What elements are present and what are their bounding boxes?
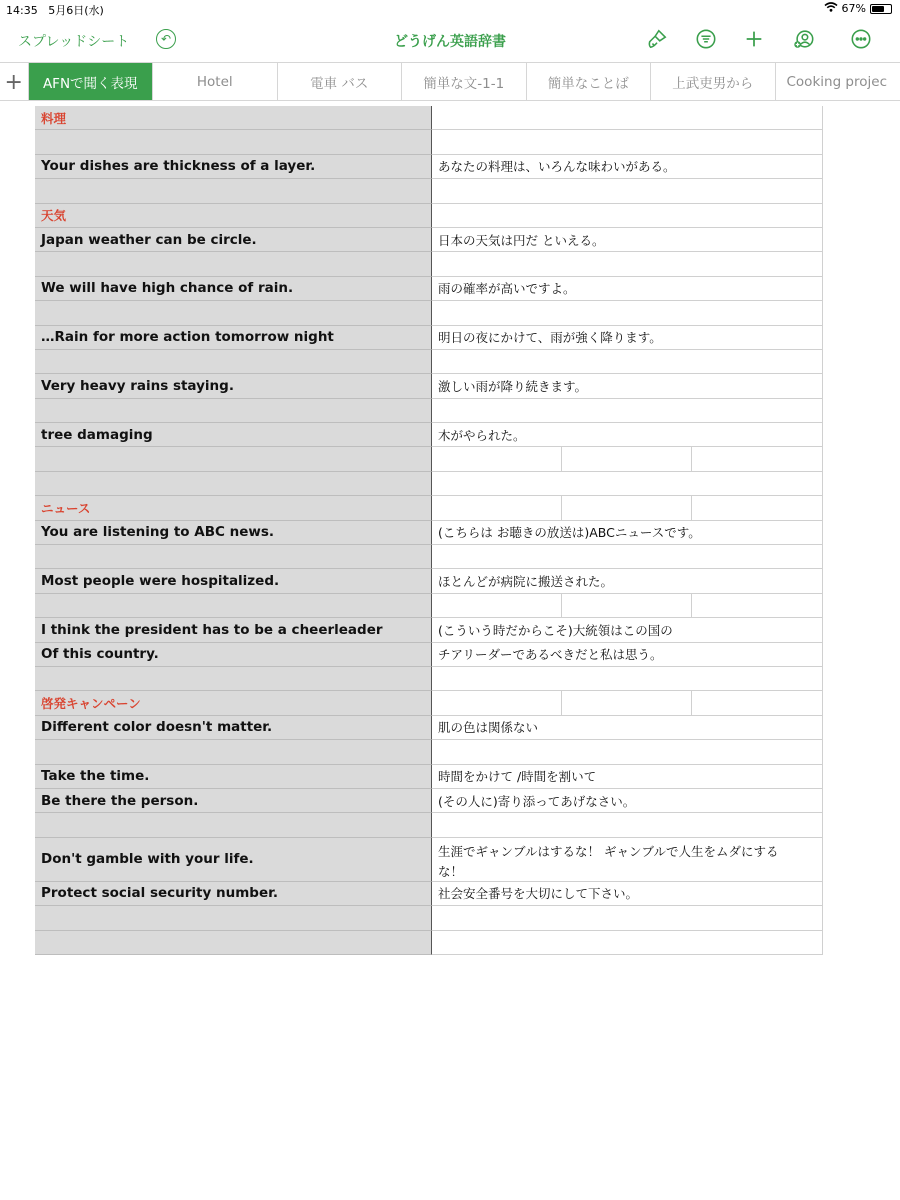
english-cell[interactable]: [35, 350, 431, 374]
english-cell[interactable]: [35, 447, 431, 471]
battery-icon: [870, 4, 892, 14]
japanese-cell[interactable]: 木がやられた。: [431, 423, 823, 447]
japanese-cell[interactable]: 明日の夜にかけて、雨が強く降ります。: [431, 326, 823, 350]
empty-subcell[interactable]: [562, 447, 692, 470]
english-cell[interactable]: [35, 252, 431, 276]
table-row: [35, 106, 823, 130]
table-row: [35, 691, 823, 715]
table-row: [35, 252, 823, 276]
japanese-cell[interactable]: (こういう時だからこそ)大統領はこの国の: [431, 618, 823, 642]
sheet-tabs: [0, 62, 900, 101]
english-cell[interactable]: Japan weather can be circle.: [35, 228, 431, 252]
japanese-cell[interactable]: ほとんどが病院に搬送された。: [431, 569, 823, 593]
table-row: [35, 179, 823, 203]
tab-hotel[interactable]: Hotel: [153, 63, 278, 101]
undo-icon[interactable]: ↶: [156, 29, 176, 49]
english-cell[interactable]: Protect social security number.: [35, 882, 431, 906]
table-row: [35, 277, 823, 301]
table-row: [35, 301, 823, 325]
section-heading-cell[interactable]: ニュース: [35, 496, 431, 520]
tab-afn[interactable]: AFNで聞く表現: [29, 63, 154, 101]
status-time: 14:35 5月6日(水): [6, 4, 104, 17]
english-cell[interactable]: You are listening to ABC news.: [35, 521, 431, 545]
japanese-cell[interactable]: (その人に)寄り添ってあげなさい。: [431, 789, 823, 813]
english-cell[interactable]: [35, 906, 431, 930]
japanese-cell[interactable]: [431, 399, 823, 423]
table-row: [35, 643, 823, 667]
empty-subcell[interactable]: [692, 594, 822, 617]
japanese-cell[interactable]: 激しい雨が降り続きます。: [431, 374, 823, 398]
table-row: [35, 906, 823, 930]
table-row: [35, 472, 823, 496]
english-cell[interactable]: Your dishes are thickness of a layer.: [35, 155, 431, 179]
empty-subcell[interactable]: [432, 594, 562, 617]
english-cell[interactable]: Be there the person.: [35, 789, 431, 813]
empty-subcell[interactable]: [432, 447, 562, 470]
japanese-cell[interactable]: (こちらは お聴きの放送は)ABCニュースです。: [431, 521, 823, 545]
japanese-cell[interactable]: [431, 130, 823, 154]
table-row: [35, 740, 823, 764]
english-cell[interactable]: Of this country.: [35, 643, 431, 667]
english-cell[interactable]: [35, 301, 431, 325]
status-right: [824, 2, 892, 15]
japanese-cell[interactable]: 雨の確率が高いですよ。: [431, 277, 823, 301]
table-row: [35, 521, 823, 545]
table-row: [35, 594, 823, 618]
empty-subcell[interactable]: [432, 691, 562, 714]
empty-subcell[interactable]: [562, 691, 692, 714]
table-row: [35, 618, 823, 642]
section-heading-cell[interactable]: 啓発キャンペーン: [35, 691, 431, 715]
japanese-cell[interactable]: [431, 931, 823, 955]
english-cell[interactable]: [35, 472, 431, 496]
table-row: [35, 882, 823, 906]
tab-simple-words[interactable]: 簡単なことば: [527, 63, 652, 101]
japanese-cell[interactable]: [431, 472, 823, 496]
more-options-icon[interactable]: [849, 27, 873, 51]
table-row: [35, 765, 823, 789]
table-row: [35, 350, 823, 374]
status-bar: [0, 0, 900, 18]
english-cell[interactable]: Most people were hospitalized.: [35, 569, 431, 593]
english-cell[interactable]: [35, 545, 431, 569]
japanese-cell[interactable]: [431, 496, 823, 520]
empty-subcell[interactable]: [562, 496, 692, 519]
japanese-cell[interactable]: あなたの料理は、いろんな味わいがある。: [431, 155, 823, 179]
japanese-cell[interactable]: 日本の天気は円だ といえる。: [431, 228, 823, 252]
table-row: [35, 789, 823, 813]
organize-icon[interactable]: [694, 27, 718, 51]
english-cell[interactable]: [35, 931, 431, 955]
english-cell[interactable]: I think the president has to be a cheerleader: [35, 618, 431, 642]
table-row: [35, 496, 823, 520]
section-heading-cell[interactable]: 天気: [35, 204, 431, 228]
table-row: [35, 423, 823, 447]
japanese-cell[interactable]: [431, 350, 823, 374]
english-cell[interactable]: We will have high chance of rain.: [35, 277, 431, 301]
english-cell[interactable]: tree damaging: [35, 423, 431, 447]
japanese-cell[interactable]: [431, 447, 823, 471]
table-row: [35, 716, 823, 740]
table-row: [35, 228, 823, 252]
japanese-cell[interactable]: [431, 813, 823, 837]
japanese-cell[interactable]: 肌の色は関係ない: [431, 716, 823, 740]
japanese-cell[interactable]: チアリーダーであるべきだと私は思う。: [431, 643, 823, 667]
japanese-cell[interactable]: 社会安全番号を大切にして下さい。: [431, 882, 823, 906]
format-brush-icon[interactable]: [645, 27, 669, 51]
english-cell[interactable]: [35, 594, 431, 618]
japanese-cell[interactable]: [431, 906, 823, 930]
table-row: [35, 569, 823, 593]
english-cell[interactable]: [35, 179, 431, 203]
japanese-cell[interactable]: [431, 179, 823, 203]
empty-subcell[interactable]: [562, 594, 692, 617]
empty-subcell[interactable]: [692, 691, 822, 714]
english-cell[interactable]: [35, 130, 431, 154]
japanese-cell[interactable]: [431, 691, 823, 715]
wifi-icon: [824, 2, 838, 15]
battery-percent: 67%: [841, 2, 866, 15]
english-cell[interactable]: [35, 399, 431, 423]
add-sheet-button[interactable]: +: [0, 63, 29, 101]
document-title[interactable]: どうげん英語辞書: [394, 34, 506, 50]
table-row: [35, 813, 823, 837]
japanese-cell[interactable]: [431, 594, 823, 618]
japanese-cell[interactable]: [431, 545, 823, 569]
english-cell[interactable]: [35, 667, 431, 691]
collaborate-icon[interactable]: [792, 27, 816, 51]
empty-subcell[interactable]: [692, 447, 822, 470]
tab-cooking-project[interactable]: Cooking projec: [786, 74, 887, 90]
empty-subcell[interactable]: [692, 496, 822, 519]
english-cell[interactable]: Take the time.: [35, 765, 431, 789]
table-row: [35, 326, 823, 350]
table-row: [35, 399, 823, 423]
english-cell[interactable]: …Rain for more action tomorrow night: [35, 326, 431, 350]
english-cell[interactable]: Different color doesn't matter.: [35, 716, 431, 740]
table-row: [35, 374, 823, 398]
table-row: [35, 155, 823, 179]
english-cell[interactable]: Don't gamble with your life.: [35, 838, 431, 882]
english-cell[interactable]: [35, 740, 431, 764]
table-row: [35, 447, 823, 471]
toolbar: [0, 18, 900, 62]
table-row: [35, 931, 823, 955]
japanese-cell[interactable]: [431, 667, 823, 691]
english-cell[interactable]: Very heavy rains staying.: [35, 374, 431, 398]
japanese-cell[interactable]: [431, 106, 823, 130]
tab-simple-sentences[interactable]: 簡単な文-1-1: [402, 63, 527, 101]
table-row: [35, 667, 823, 691]
table-row: [35, 838, 823, 882]
tab-train-bus[interactable]: 電車 バス: [278, 63, 403, 101]
table-row: [35, 130, 823, 154]
japanese-cell[interactable]: [431, 204, 823, 228]
japanese-cell[interactable]: [431, 252, 823, 276]
japanese-cell[interactable]: 生涯でギャンブルはするな！ ギャンブルで人生をムダにするな！: [431, 838, 823, 882]
japanese-cell[interactable]: 時間をかけて /時間を割いて: [431, 765, 823, 789]
table-row: [35, 204, 823, 228]
table-row: [35, 545, 823, 569]
back-to-spreadsheets-button[interactable]: スプレッドシート: [18, 34, 130, 50]
section-heading-cell[interactable]: 料理: [35, 106, 431, 130]
empty-subcell[interactable]: [432, 496, 562, 519]
tab-kanbu[interactable]: 上武吏男から: [651, 63, 776, 101]
add-icon[interactable]: [742, 27, 766, 51]
japanese-cell[interactable]: [431, 301, 823, 325]
japanese-cell[interactable]: [431, 740, 823, 764]
english-cell[interactable]: [35, 813, 431, 837]
spreadsheet-table: [35, 106, 823, 955]
